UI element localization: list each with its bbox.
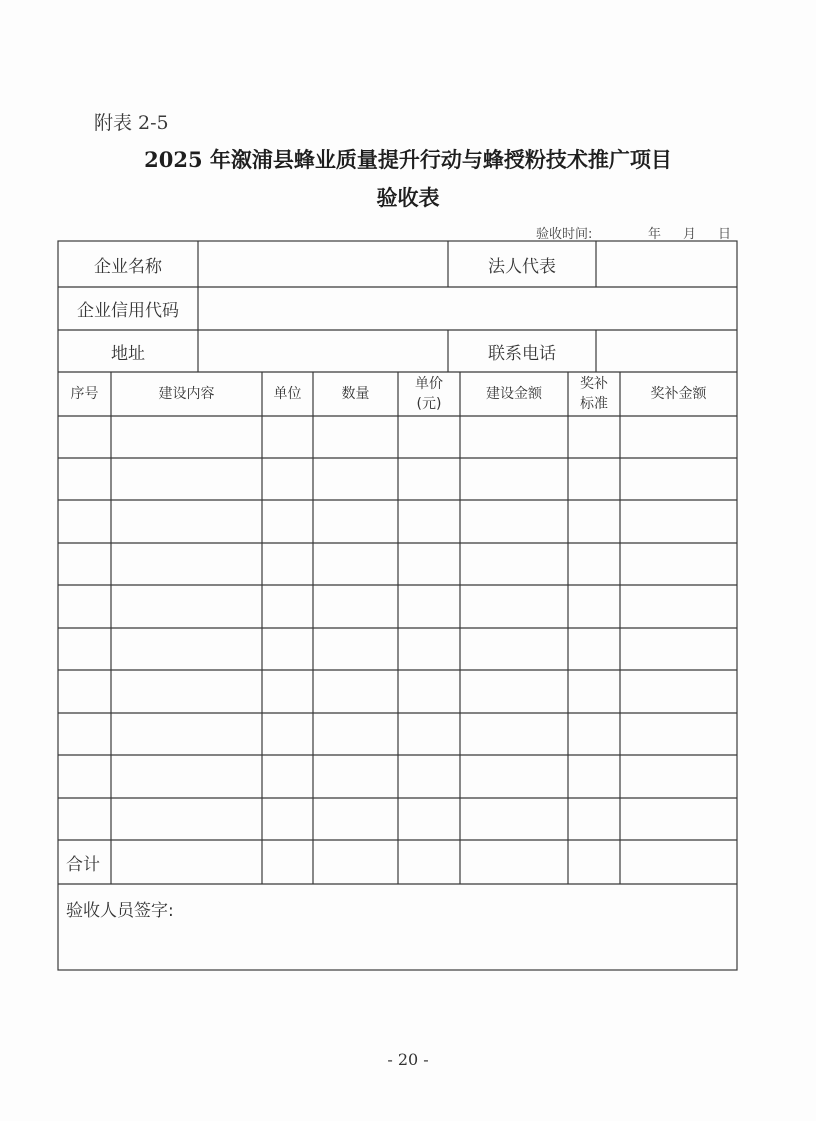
credit-code-field[interactable] [198,287,737,330]
col-header-seq: 序号 [70,386,99,402]
unit-price-currency: (元) [416,396,442,412]
unit-price-text: 单价 [415,376,443,392]
col-header-subsidy-standard [568,372,620,416]
day-char: 日 [718,227,732,242]
address-label: 地址 [111,343,145,364]
col-header-content: 建设内容 [158,386,215,402]
legal-rep-field[interactable] [596,241,737,287]
col-header-quantity: 数量 [341,386,370,402]
subsidy-std-line2: 标准 [580,396,608,412]
col-header-unit: 单位 [273,386,302,402]
phone-label: 联系电话 [488,343,556,364]
col-header-amount: 建设金额 [486,386,542,402]
total-label: 合计 [66,854,100,875]
month-char: 月 [683,227,697,242]
date-label: 验收时间: [536,227,593,242]
legal-rep-label: 法人代表 [488,256,556,277]
form-subtitle: 验收表 [376,185,440,210]
credit-code-label: 企业信用代码 [77,301,179,321]
address-field[interactable] [198,330,448,372]
year-char: 年 [648,227,662,242]
attachment-label: 附表 2-5 [94,112,169,134]
page-number: - 20 - [387,1050,429,1069]
company-name-field[interactable] [198,241,448,287]
subsidy-std-line1: 奖补 [580,376,608,392]
col-header-subsidy-amount: 奖补金额 [650,386,707,402]
col-header-unit-price [398,372,460,416]
signature-label: 验收人员签字: [66,901,174,921]
company-name-label: 企业名称 [94,256,162,277]
signature-field[interactable] [58,884,737,970]
phone-field[interactable] [596,330,737,372]
form-title: 2025 年溆浦县蜂业质量提升行动与蜂授粉技术推广项目 [144,147,672,172]
